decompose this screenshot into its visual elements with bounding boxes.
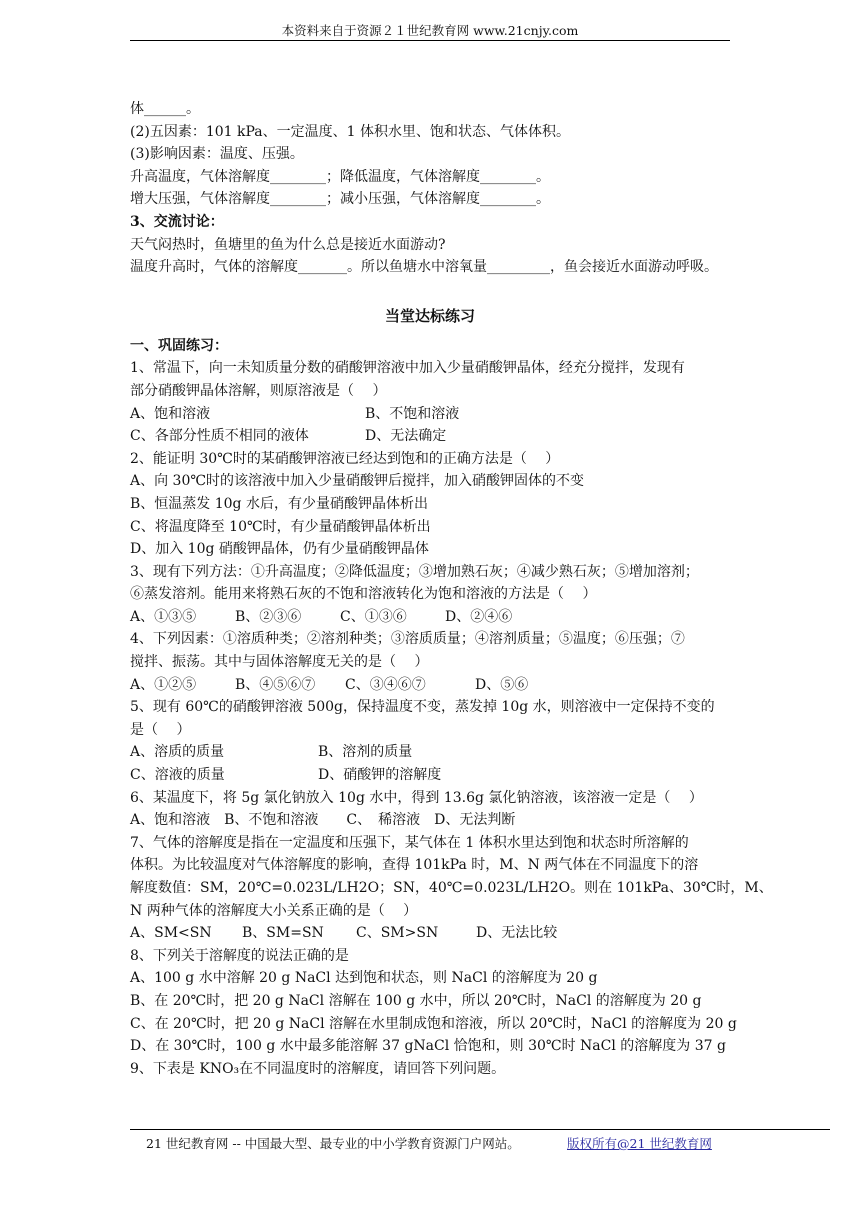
text-line: 体______。 [130, 101, 200, 117]
page-header: 本资料来自于资源２１世纪教育网 www.21cnjy.com [130, 22, 730, 41]
option-d: D、⑤⑥ [475, 676, 529, 693]
option-row [130, 764, 730, 787]
option-b: B、②③⑥ [235, 608, 302, 625]
question-text: 8、下列关于溶解度的说法正确的是 [130, 947, 349, 964]
subsection-heading: 一、巩固练习： [130, 337, 228, 354]
option-row [130, 922, 730, 945]
question-text: 解度数值：SM，20℃=0.023L/LH2O；SN，40℃=0.023L/LH2O。则在 101kPa、30℃时，M、 [130, 880, 773, 896]
option-c: C、①③⑥ [340, 608, 407, 625]
option-c: C、将温度降至 10℃时，有少量硝酸钾晶体析出 [130, 518, 431, 535]
question-text: 2、能证明 30℃时的某硝酸钾溶液已经达到饱和的正确方法是（ ） [130, 450, 560, 467]
text-line: (2)五因素：101 kPa、一定温度、1 体积水里、饱和状态、气体体积。 [130, 123, 570, 140]
question-text: N 两种气体的溶解度大小关系正确的是（ ） [130, 902, 418, 919]
question-text: 6、某温度下，将 5g 氯化钠放入 10g 水中，得到 13.6g 氯化钠溶液，该溶液一定是（ ） [130, 789, 703, 806]
question-text: 部分硝酸钾晶体溶解，则原溶液是（ ） [130, 382, 387, 399]
text-line: (3)影响因素：温度、压强。 [130, 146, 304, 163]
option-c: C、在 20℃时，把 20 g NaCl 溶解在水里制成饱和溶液，所以 20℃时，NaCl 的溶解度为 20 g [130, 1015, 737, 1032]
option-row [130, 674, 730, 697]
option-a: A、①③⑤ [130, 608, 197, 625]
option-row [130, 425, 730, 448]
question-text: ⑥蒸发溶剂。能用来将熟石灰的不饱和溶液转化为饱和溶液的方法是（ ） [130, 586, 597, 603]
option-a: A、100 g 水中溶解 20 g NaCl 达到饱和状态，则 NaCl 的溶解度为 20 g [130, 970, 598, 987]
discussion-heading: 3、交流讨论： [130, 213, 224, 230]
question-text: 1、常温下，向一未知质量分数的硝酸钾溶液中加入少量硝酸钾晶体，经充分搅拌，发现有 [130, 360, 685, 377]
question-text: 4、下列因素：①溶质种类；②溶剂种类；③溶质质量；④溶剂质量；⑤温度；⑥压强；⑦ [130, 631, 685, 648]
option-c: C、③④⑥⑦ [345, 676, 426, 693]
question-text: 7、气体的溶解度是指在一定温度和压强下，某气体在 1 体积水里达到饱和状态时所溶解的 [130, 834, 689, 851]
option-a: A、向 30℃时的该溶液中加入少量硝酸钾后搅拌，加入硝酸钾固体的不变 [130, 473, 585, 490]
section-title: 当堂达标练习 [384, 306, 475, 325]
option-a: A、饱和溶液 [130, 405, 211, 422]
option-row [130, 741, 730, 764]
option-a: A、①②⑤ [130, 676, 197, 693]
option-d: D、加入 10g 硝酸钾晶体，仍有少量硝酸钾晶体 [130, 541, 429, 558]
question-text: 9、下表是 KNO₃在不同温度时的溶解度，请回答下列问题。 [130, 1060, 506, 1077]
question-text: 3、现有下列方法：①升高温度；②降低温度；③增加熟石灰；④减少熟石灰；⑤增加溶剂； [130, 563, 699, 580]
option-c: C、各部分性质不相同的液体 [130, 428, 309, 445]
option-b: B、恒温蒸发 10g 水后，有少量硝酸钾晶体析出 [130, 495, 428, 512]
option-a: A、溶质的质量 [130, 744, 225, 761]
option-row [130, 606, 730, 629]
option-d: D、硝酸钾的溶解度 [318, 767, 442, 784]
option-d: D、无法确定 [365, 428, 447, 445]
option-c: C、溶液的质量 [130, 767, 225, 784]
text-line: 温度升高时，气体的溶解度_______。所以鱼塘水中溶氧量_________，鱼会接近水面游动呼吸。 [130, 259, 718, 276]
question-text: 5、现有 60℃的硝酸钾溶液 500g，保持温度不变，蒸发掉 10g 水，则溶液中一定保持不变的 [130, 699, 715, 716]
text-line: 增大压强，气体溶解度________；减小压强，气体溶解度________。 [130, 191, 550, 208]
footer-text: 21 世纪教育网 -- 中国最大型、最专业的中小学教育资源门户网站。 [146, 1136, 520, 1151]
option-b: B、在 20℃时，把 20 g NaCl 溶解在 100 g 水中，所以 20℃时，NaCl 的溶解度为 20 g [130, 992, 702, 1009]
option-row: A、饱和溶液 B、不饱和溶液 C、 稀溶液 D、无法判断 [130, 812, 516, 829]
copyright-link[interactable]: 版权所有@21 世纪教育网 [567, 1136, 712, 1151]
option-a: A、SM<SN [130, 925, 212, 942]
option-b: B、不饱和溶液 [365, 405, 460, 422]
option-d: D、②④⑥ [445, 608, 513, 625]
option-b: B、SM=SN [242, 925, 324, 942]
option-b: B、④⑤⑥⑦ [235, 676, 316, 693]
option-b: B、溶剂的质量 [318, 744, 413, 761]
question-text: 体积。为比较温度对气体溶解度的影响，查得 101kPa 时，M、N 两气体在不同温度下的溶 [130, 857, 699, 874]
option-d: D、在 30℃时，100 g 水中最多能溶解 37 gNaCl 恰饱和，则 30℃时 NaCl 的溶解度为 37 g [130, 1038, 726, 1055]
option-row [130, 403, 730, 426]
option-c: C、SM>SN [356, 925, 439, 942]
document-body [130, 98, 773, 1080]
question-text: 是（ ） [130, 721, 191, 738]
footer-divider [130, 1129, 830, 1130]
question-text: 搅拌、振荡。其中与固体溶解度无关的是（ ） [130, 654, 429, 671]
text-line: 天气闷热时，鱼塘里的鱼为什么总是接近水面游动? [130, 236, 446, 253]
option-d: D、无法比较 [476, 925, 558, 942]
text-line: 升高温度，气体溶解度________；降低温度，气体溶解度________。 [130, 168, 550, 185]
